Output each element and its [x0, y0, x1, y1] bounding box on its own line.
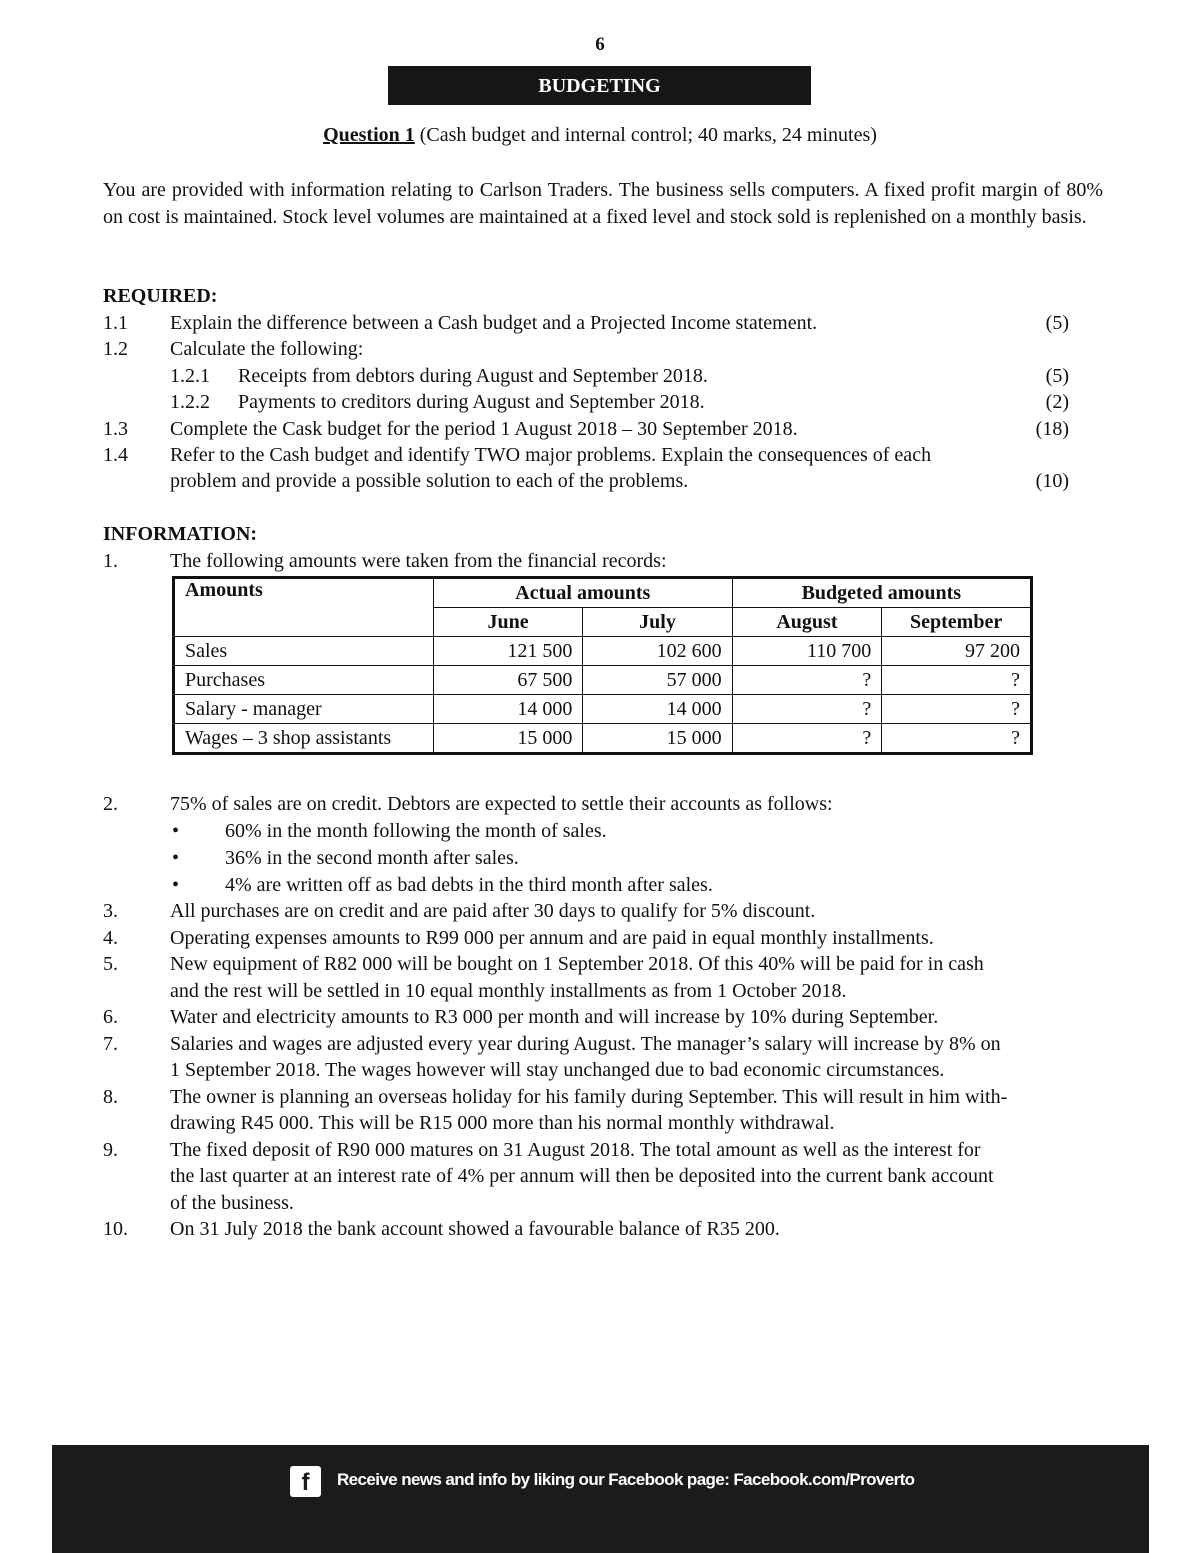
month-header: June [433, 608, 582, 637]
item-text: problem and provide a possible solution to each of the problems. [170, 470, 689, 492]
item-text: Complete the Cask budget for the period 1 August 2018 – 30 September 2018. [170, 418, 798, 440]
month-header: July [583, 608, 732, 637]
item-text: The fixed deposit of R90 000 matures on 31 August 2018. The total amount as well as the interest for [170, 1139, 981, 1161]
footer-bar [52, 1445, 1149, 1553]
item-text: Operating expenses amounts to R99 000 per annum and are paid in equal monthly installments. [170, 927, 934, 949]
row-label: Wages – 3 shop assistants [174, 724, 434, 754]
item-number: 2. [103, 793, 118, 815]
table-row [174, 724, 1032, 754]
page-number: 6 [595, 34, 605, 55]
table-row [174, 695, 1032, 724]
table-cell: 110 700 [732, 637, 882, 666]
item-text: Water and electricity amounts to R3 000 per month and will increase by 10% during September. [170, 1006, 939, 1028]
item-marks: (5) [1045, 365, 1069, 387]
item-number: 6. [103, 1006, 118, 1028]
item-text: of the business. [170, 1192, 294, 1214]
question-title [0, 124, 1200, 147]
footer-message: Receive news and info by liking our Facebook page: [337, 1470, 730, 1489]
item-text: On 31 July 2018 the bank account showed a favourable balance of R35 200. [170, 1218, 780, 1240]
bullet-text: 36% in the second month after sales. [225, 847, 519, 869]
bullet-icon: • [172, 820, 180, 842]
item-text: All purchases are on credit and are paid after 30 days to qualify for 5% discount. [170, 900, 816, 922]
group-header-budgeted: Budgeted amounts [732, 578, 1031, 608]
row-label: Purchases [174, 666, 434, 695]
table-cell: ? [882, 695, 1032, 724]
table-cell: ? [732, 666, 882, 695]
footer-text [337, 1470, 914, 1490]
item-marks: (5) [1045, 312, 1069, 334]
bullet-text: 4% are written off as bad debts in the third month after sales. [225, 874, 713, 896]
item-number: 4. [103, 927, 118, 949]
item-text: New equipment of R82 000 will be bought on 1 September 2018. Of this 40% will be paid for in cash [170, 953, 984, 975]
information-heading: INFORMATION: [103, 523, 258, 545]
item-text: Refer to the Cash budget and identify TWO major problems. Explain the consequences of each [170, 444, 932, 466]
table-cell: 14 000 [583, 695, 732, 724]
item-number: 10. [103, 1218, 128, 1240]
item-number: 3. [103, 900, 118, 922]
item-text: The owner is planning an overseas holiday for his family during September. This will result in him with- [170, 1086, 1008, 1108]
item-number: 1.3 [103, 418, 128, 440]
item-number: 1. [103, 550, 118, 572]
table-cell: 97 200 [882, 637, 1032, 666]
item-text: The following amounts were taken from the financial records: [170, 550, 667, 572]
item-number: 1.4 [103, 444, 128, 466]
item-text: Calculate the following: [170, 338, 364, 360]
item-text: Payments to creditors during August and September 2018. [238, 391, 705, 413]
question-label: Question 1 [323, 124, 415, 146]
item-text: Receipts from debtors during August and September 2018. [238, 365, 708, 387]
item-number: 9. [103, 1139, 118, 1161]
table-cell: ? [732, 724, 882, 754]
table-cell: 57 000 [583, 666, 732, 695]
table-cell: 67 500 [433, 666, 582, 695]
item-marks: (2) [1045, 391, 1069, 413]
table-cell: ? [732, 695, 882, 724]
month-header: August [732, 608, 882, 637]
item-text: drawing R45 000. This will be R15 000 more than his normal monthly withdrawal. [170, 1112, 835, 1134]
item-text: and the rest will be settled in 10 equal monthly installments as from 1 October 2018. [170, 980, 847, 1002]
table-cell: 102 600 [583, 637, 732, 666]
item-number: 1.2.1 [170, 365, 210, 387]
question-detail: (Cash budget and internal control; 40 marks, 24 minutes) [419, 124, 877, 146]
table-header-row [174, 578, 1032, 608]
item-marks: (18) [1035, 418, 1069, 440]
facebook-link[interactable]: Facebook.com/Proverto [733, 1470, 915, 1489]
item-text: Explain the difference between a Cash budget and a Projected Income statement. [170, 312, 818, 334]
table-row [174, 637, 1032, 666]
item-text: 1 September 2018. The wages however will stay unchanged due to bad economic circumstances. [170, 1059, 945, 1081]
month-header: September [882, 608, 1032, 637]
intro-paragraph: You are provided with information relating to Carlson Traders. The business sells computers. A fixed profit margin of 80% on cost is maintained. Stock level volumes are maintained at a fixed level and stock sold is replenished on a monthly basis. [103, 179, 1103, 228]
group-header-actual: Actual amounts [433, 578, 732, 608]
item-number: 8. [103, 1086, 118, 1108]
item-text: 75% of sales are on credit. Debtors are expected to settle their accounts as follows: [170, 793, 833, 815]
required-heading: REQUIRED: [103, 285, 218, 307]
item-marks: (10) [1035, 470, 1069, 492]
item-number: 1.1 [103, 312, 128, 334]
table-cell: 121 500 [433, 637, 582, 666]
financial-records-table [172, 576, 1033, 755]
table-row [174, 666, 1032, 695]
item-text: Salaries and wages are adjusted every year during August. The manager’s salary will increase by 8% on [170, 1033, 1001, 1055]
column-header-amounts: Amounts [174, 578, 434, 637]
bullet-icon: • [172, 847, 180, 869]
bullet-text: 60% in the month following the month of sales. [225, 820, 607, 842]
item-number: 1.2.2 [170, 391, 210, 413]
facebook-icon[interactable]: f [290, 1466, 321, 1497]
bullet-icon: • [172, 874, 180, 896]
table-cell: ? [882, 666, 1032, 695]
item-number: 1.2 [103, 338, 128, 360]
table-cell: 15 000 [583, 724, 732, 754]
table-cell: 14 000 [433, 695, 582, 724]
item-text: the last quarter at an interest rate of 4% per annum will then be deposited into the current bank account [170, 1165, 994, 1187]
table-cell: 15 000 [433, 724, 582, 754]
section-banner: BUDGETING [388, 66, 811, 105]
row-label: Sales [174, 637, 434, 666]
table-cell: ? [882, 724, 1032, 754]
item-number: 7. [103, 1033, 118, 1055]
row-label: Salary - manager [174, 695, 434, 724]
item-number: 5. [103, 953, 118, 975]
